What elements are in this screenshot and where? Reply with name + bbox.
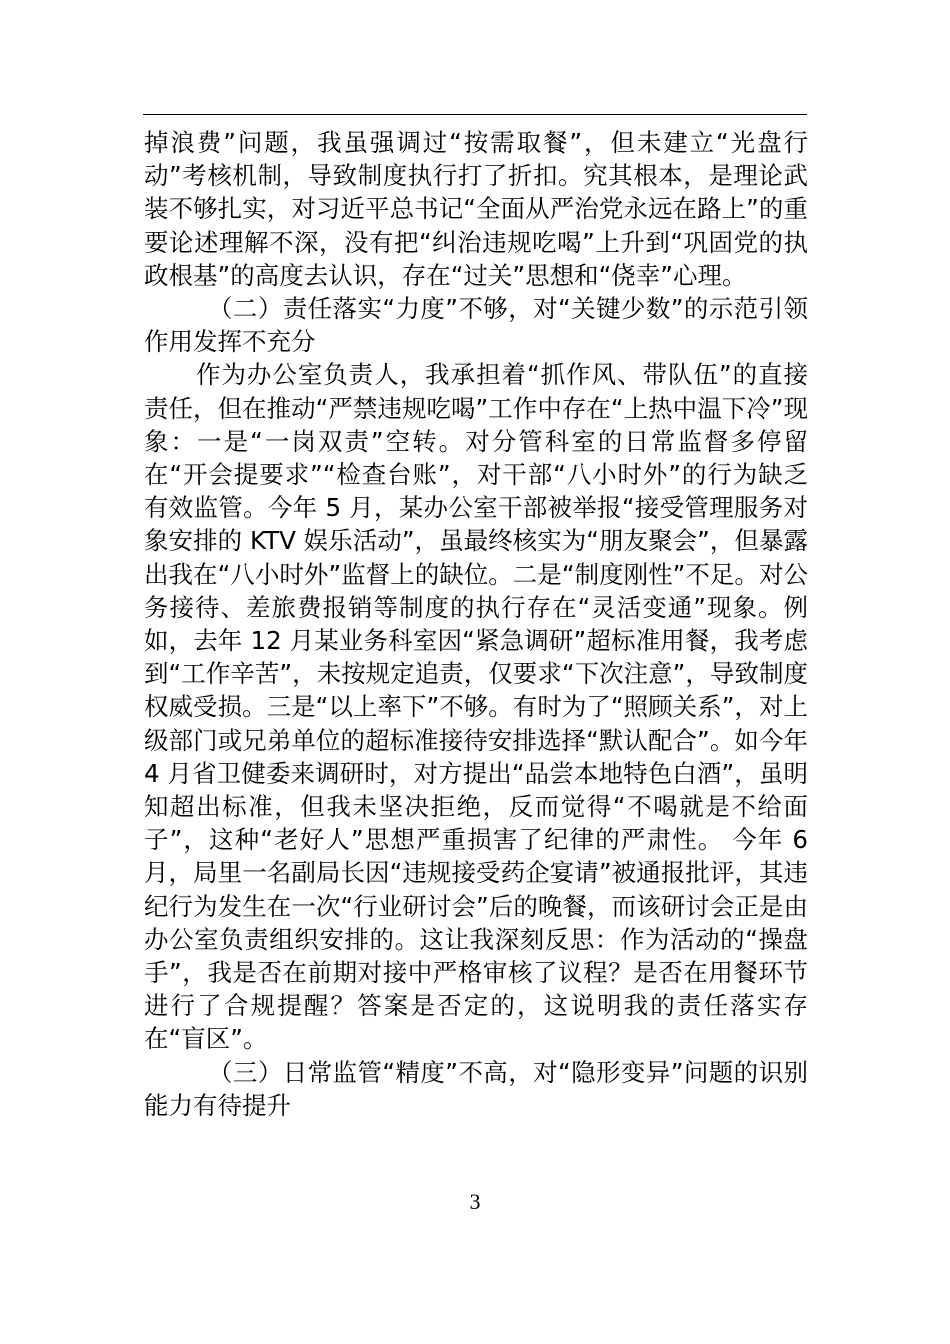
header-rule bbox=[143, 114, 807, 115]
document-body bbox=[144, 126, 808, 1122]
section-heading-3: （三）日常监管“精度”不高，对“隐形变异”问题的识别能力有待提升 bbox=[144, 1057, 808, 1120]
section-heading-2: （二）责任落实“力度”不够，对“关键少数”的示范引领作用发挥不充分 bbox=[144, 294, 808, 357]
paragraph-responsibility: 作为办公室负责人，我承担着“抓作风、带队伍”的直接责任，但在推动“严禁违规吃喝”工作中存在“上热中温下冷”现象：一是“一岗双责”空转。对分管科室的日常监督多停留在“开会提要求”“检查台账”，对干部“八小时外”的行为缺乏有效监管。今年 5 月，某办公室干部被举报“接受管理服务对象安排的 KTV 娱乐活动”，虽最终核实为“朋友聚会”，但暴露出我在“八小时外”监督上的缺位。二是“制度刚性”不足。对公务接待、差旅费报销等制度的执行存在“灵活变通”现象。例如，去年 12 月某业务科室因“紧急调研”超标准用餐，我考虑到“工作辛苦”，未按规定追责，仅要求“下次注意”，导致制度权威受损。三是“以上率下”不够。有时为了“照顾关系”，对上级部门或兄弟单位的超标准接待安排选择“默认配合”。如今年 4 月省卫健委来调研时，对方提出“品尝本地特色白酒”，虽明知超出标准，但我未坚决拒绝，反而觉得“不喝就是不给面子”，这种“老好人”思想严重损害了纪律的严肃性。 今年 6 月，局里一名副局长因“违规接受药企宴请”被通报批评，其违纪行为发生在一次“行业研讨会”后的晚餐，而该研讨会正是由办公室负责组织安排的。这让我深刻反思：作为活动的“操盘手”，我是否在前期对接中严格审核了议程？是否在用餐环节进行了合规提醒？答案是否定的，这说明我的责任落实存在“盲区”。 bbox=[144, 360, 808, 1054]
paragraph-continuation: 掉浪费”问题，我虽强调过“按需取餐”，但未建立“光盘行动”考核机制，导致制度执行打了折扣。究其根本，是理论武装不够扎实，对习近平总书记“全面从严治党永远在路上”的重要论述理解不深，没有把“纠治违规吃喝”上升到“巩固党的执政根基”的高度去认识，存在“过关”思想和“侥幸”心理。 bbox=[144, 128, 808, 290]
page-number: 3 bbox=[469, 1189, 481, 1214]
